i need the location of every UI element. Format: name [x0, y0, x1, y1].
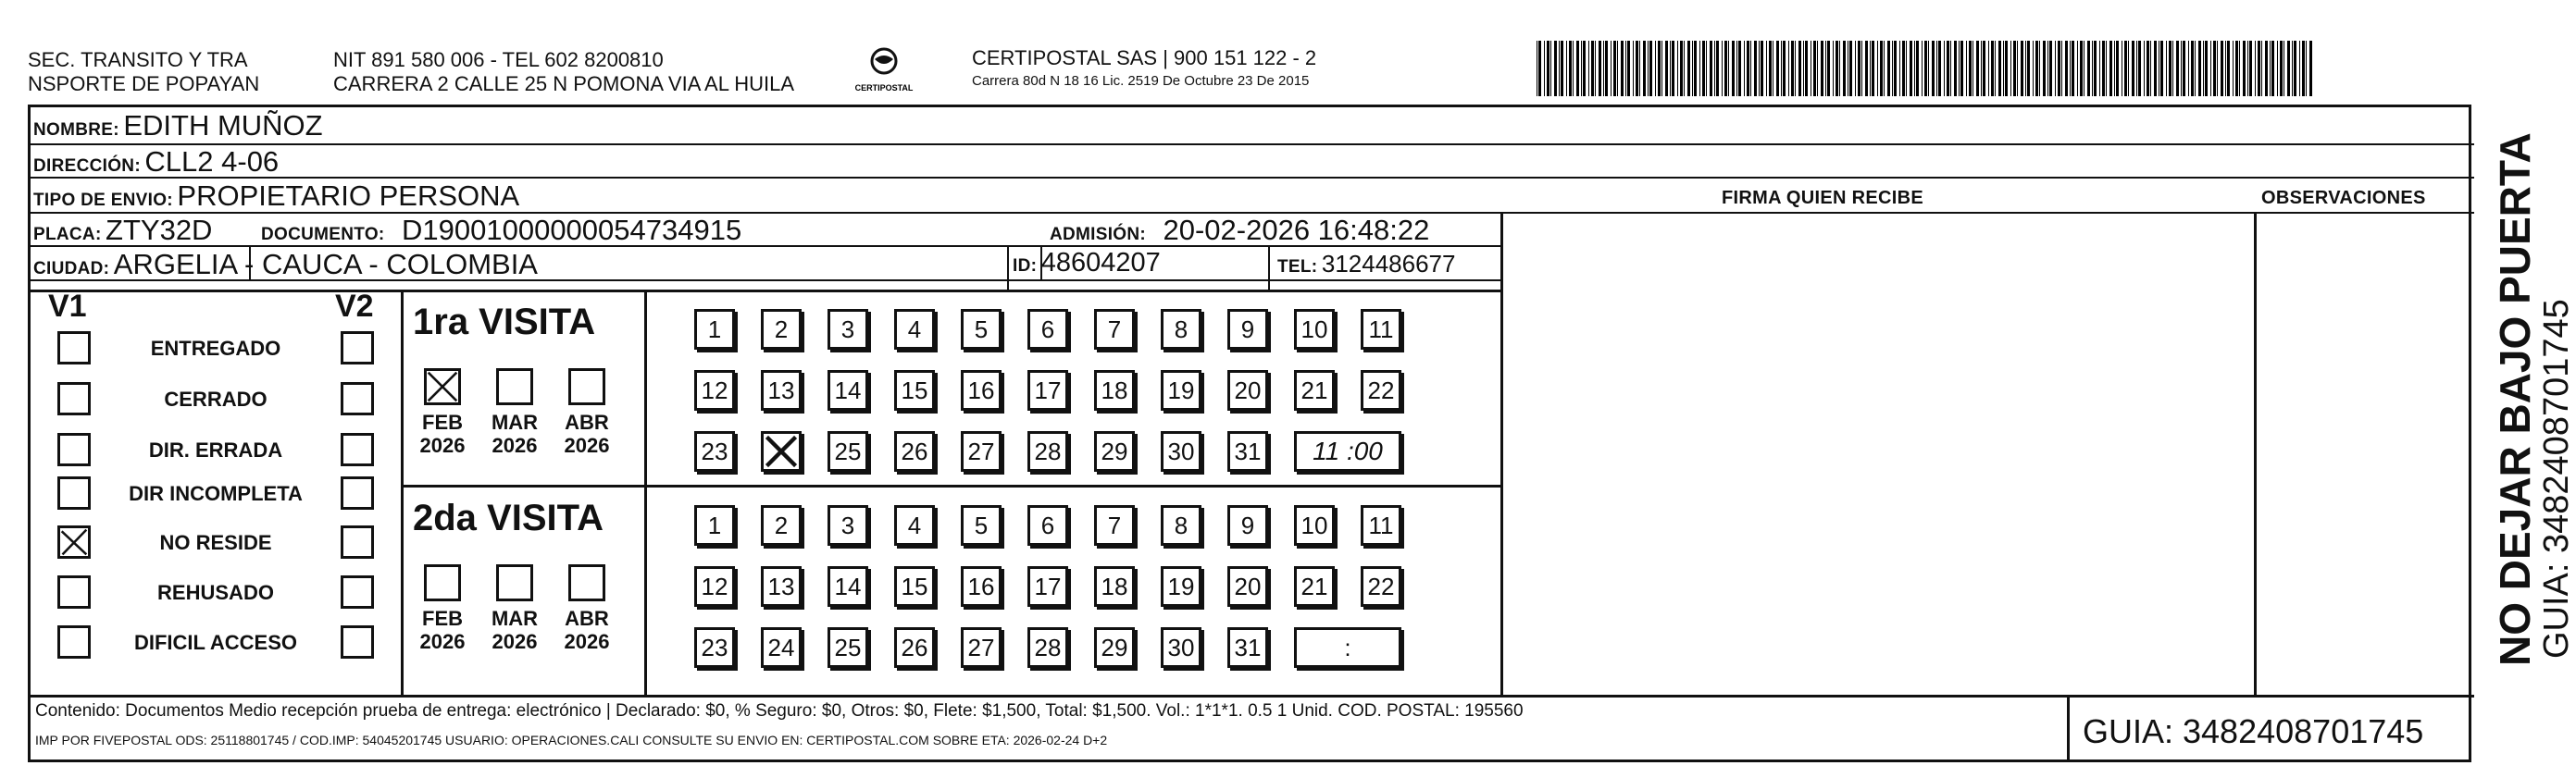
day-box[interactable]: 5 — [961, 309, 1002, 350]
v2-checkbox[interactable] — [341, 625, 374, 659]
field-nombre: NOMBRE: EDITH MUÑOZ — [33, 109, 323, 142]
month-label — [557, 411, 616, 457]
day-box[interactable]: 29 — [1094, 627, 1135, 668]
company-info: CERTIPOSTAL SAS | 900 151 122 - 2 Carrera 80d N 18 16 Lic. 2519 De Octubre 23 De 2015 — [972, 46, 1317, 89]
day-box[interactable]: 4 — [894, 309, 935, 350]
v1-checkbox[interactable] — [57, 575, 91, 609]
day-box[interactable]: 26 — [894, 431, 935, 472]
field-documento: DOCUMENTO: D19001000000054734915 — [261, 214, 742, 246]
month-checkbox[interactable] — [568, 368, 605, 405]
day-box[interactable]: 15 — [894, 566, 935, 607]
v1-checkbox[interactable] — [57, 625, 91, 659]
day-box[interactable]: 7 — [1094, 505, 1135, 546]
day-box[interactable]: 31 — [1227, 431, 1268, 472]
day-box[interactable]: 14 — [828, 566, 868, 607]
month-checkbox[interactable] — [496, 368, 533, 405]
field-id: ID: 48604207 — [1013, 248, 1161, 278]
month-name: ABR — [565, 607, 609, 630]
day-box[interactable]: 13 — [761, 566, 802, 607]
day-box[interactable]: 10 — [1294, 309, 1335, 350]
month-name: FEB — [422, 411, 463, 434]
day-box[interactable]: 8 — [1161, 309, 1201, 350]
status-label: DIR INCOMPLETA — [129, 482, 303, 505]
day-box[interactable]: 12 — [694, 370, 735, 411]
day-box[interactable]: 4 — [894, 505, 935, 546]
month-year: 2026 — [564, 434, 610, 457]
status-label: REHUSADO — [157, 581, 274, 604]
month-label — [557, 607, 616, 653]
side-text — [2493, 132, 2576, 666]
day-box[interactable]: 12 — [694, 566, 735, 607]
day-box[interactable]: 11 — [1361, 505, 1401, 546]
day-box[interactable]: 16 — [961, 566, 1002, 607]
day-box[interactable]: 19 — [1161, 566, 1201, 607]
v2-header: V2 — [335, 289, 374, 324]
day-box[interactable]: 14 — [828, 370, 868, 411]
entity-name: SEC. TRANSITO Y TRA NSPORTE DE POPAYAN — [28, 48, 260, 95]
v1-checkbox[interactable] — [57, 476, 91, 510]
month-checkbox[interactable] — [424, 368, 461, 405]
month-name: ABR — [565, 411, 609, 434]
field-admision: ADMISIÓN: 20-02-2026 16:48:22 — [1050, 214, 1430, 246]
day-box[interactable]: 27 — [961, 627, 1002, 668]
month-year: 2026 — [492, 434, 538, 457]
field-direccion: DIRECCIÓN: CLL2 4-06 — [33, 145, 280, 178]
day-box[interactable]: 27 — [961, 431, 1002, 472]
day-box[interactable]: 3 — [828, 505, 868, 546]
field-tel: TEL: 3124486677 — [1277, 250, 1456, 278]
day-box[interactable]: 30 — [1161, 431, 1201, 472]
day-box[interactable]: 18 — [1094, 566, 1135, 607]
month-label — [485, 411, 544, 457]
visit-title: 2da VISITA — [413, 498, 604, 538]
day-box[interactable]: 21 — [1294, 370, 1335, 411]
day-box[interactable]: 6 — [1027, 505, 1068, 546]
status-label: DIFICIL ACCESO — [133, 631, 297, 654]
day-box[interactable]: 29 — [1094, 431, 1135, 472]
time-box[interactable]: : — [1294, 627, 1401, 668]
status-label: DIR. ERRADA — [148, 438, 283, 462]
v1-checkbox[interactable] — [57, 433, 91, 466]
day-box[interactable]: 26 — [894, 627, 935, 668]
v2-checkbox[interactable] — [341, 525, 374, 559]
status-label: NO RESIDE — [159, 531, 272, 554]
day-box[interactable]: 2 — [761, 505, 802, 546]
month-year: 2026 — [492, 630, 538, 653]
v1-checkbox[interactable] — [57, 331, 91, 364]
barcode — [1537, 37, 2314, 100]
v2-checkbox[interactable] — [341, 382, 374, 415]
month-checkbox[interactable] — [424, 564, 461, 601]
day-box[interactable]: 2 — [761, 309, 802, 350]
v1-checkbox[interactable] — [57, 525, 91, 559]
month-checkbox[interactable] — [496, 564, 533, 601]
day-box[interactable]: 28 — [1027, 627, 1068, 668]
day-box[interactable]: 17 — [1027, 566, 1068, 607]
month-name: MAR — [491, 607, 539, 630]
day-box[interactable]: 1 — [694, 309, 735, 350]
field-placa: PLACA: ZTY32D — [33, 214, 213, 246]
day-box[interactable]: 5 — [961, 505, 1002, 546]
entity-contact: NIT 891 580 006 - TEL 602 8200810 CARRERA 2 CALLE 25 N POMONA VIA AL HUILA — [333, 48, 795, 95]
month-checkbox[interactable] — [568, 564, 605, 601]
v2-checkbox[interactable] — [341, 433, 374, 466]
day-box[interactable]: 24 — [761, 627, 802, 668]
day-box[interactable]: 13 — [761, 370, 802, 411]
month-label — [413, 607, 472, 653]
day-box[interactable]: 28 — [1027, 431, 1068, 472]
day-box[interactable]: 20 — [1227, 370, 1268, 411]
day-box[interactable]: 21 — [1294, 566, 1335, 607]
column-observaciones: OBSERVACIONES — [2261, 188, 2426, 208]
month-label — [485, 607, 544, 653]
day-box[interactable]: 15 — [894, 370, 935, 411]
day-box[interactable]: 7 — [1094, 309, 1135, 350]
v1-header: V1 — [48, 289, 87, 324]
day-box[interactable]: 31 — [1227, 627, 1268, 668]
day-box[interactable]: 25 — [828, 431, 868, 472]
month-year: 2026 — [419, 630, 466, 653]
column-firma: FIRMA QUIEN RECIBE — [1722, 188, 1923, 208]
warning-no-dejar: NO DEJAR BAJO PUERTA — [2491, 132, 2539, 666]
day-box[interactable]: 18 — [1094, 370, 1135, 411]
footer-guia: GUIA: 3482408701745 — [2083, 712, 2424, 750]
day-box[interactable]: 20 — [1227, 566, 1268, 607]
day-box[interactable]: 22 — [1361, 566, 1401, 607]
day-box[interactable]: 23 — [694, 431, 735, 472]
day-box[interactable]: 30 — [1161, 627, 1201, 668]
day-box[interactable]: 8 — [1161, 505, 1201, 546]
visit-title: 1ra VISITA — [413, 302, 596, 342]
day-box[interactable]: 25 — [828, 627, 868, 668]
month-year: 2026 — [419, 434, 466, 457]
svg-text:CERTIPOSTAL: CERTIPOSTAL — [854, 83, 914, 93]
day-box[interactable]: 19 — [1161, 370, 1201, 411]
footer-meta: IMP POR FIVEPOSTAL ODS: 25118801745 / COD.IMP: 54045201745 USUARIO: OPERACIONES.CALI CONSULTE SU ENVIO EN: CERTIPOSTAL.COM SOBRE ETA: 2026-02-24 D+2 — [35, 733, 1108, 747]
day-box[interactable]: 22 — [1361, 370, 1401, 411]
day-box[interactable] — [761, 431, 802, 472]
month-name: FEB — [422, 607, 463, 630]
day-box[interactable]: 6 — [1027, 309, 1068, 350]
side-guia: GUIA: 3482408701745 — [2537, 299, 2576, 659]
field-tipo-envio: TIPO DE ENVIO: PROPIETARIO PERSONA — [33, 179, 520, 212]
month-name: MAR — [491, 411, 539, 434]
footer-content: Contenido: Documentos Medio recepción prueba de entrega: electrónico | Declarado: $0, % Seguro: $0, Otros: $0, Flete: $1,500, Total: $1,500. Vol.: 1*1*1. 0.5 1 Unid. COD. POSTAL: 195560 — [35, 701, 1524, 721]
month-label — [413, 411, 472, 457]
field-ciudad: CIUDAD: ARGELIA - CAUCA - COLOMBIA — [33, 248, 538, 280]
v1-checkbox[interactable] — [57, 382, 91, 415]
day-box[interactable]: 9 — [1227, 505, 1268, 546]
v2-checkbox[interactable] — [341, 476, 374, 510]
status-label: ENTREGADO — [150, 337, 281, 360]
certipostal-logo — [856, 43, 912, 96]
day-box[interactable]: 3 — [828, 309, 868, 350]
month-year: 2026 — [564, 630, 610, 653]
day-box[interactable]: 9 — [1227, 309, 1268, 350]
day-box[interactable]: 1 — [694, 505, 735, 546]
day-box[interactable]: 11 — [1361, 309, 1401, 350]
day-box[interactable]: 10 — [1294, 505, 1335, 546]
day-box[interactable]: 23 — [694, 627, 735, 668]
v2-checkbox[interactable] — [341, 575, 374, 609]
time-box[interactable]: 11 :00 — [1294, 431, 1401, 472]
v2-checkbox[interactable] — [341, 331, 374, 364]
status-label: CERRADO — [164, 388, 268, 411]
day-box[interactable]: 16 — [961, 370, 1002, 411]
day-box[interactable]: 17 — [1027, 370, 1068, 411]
